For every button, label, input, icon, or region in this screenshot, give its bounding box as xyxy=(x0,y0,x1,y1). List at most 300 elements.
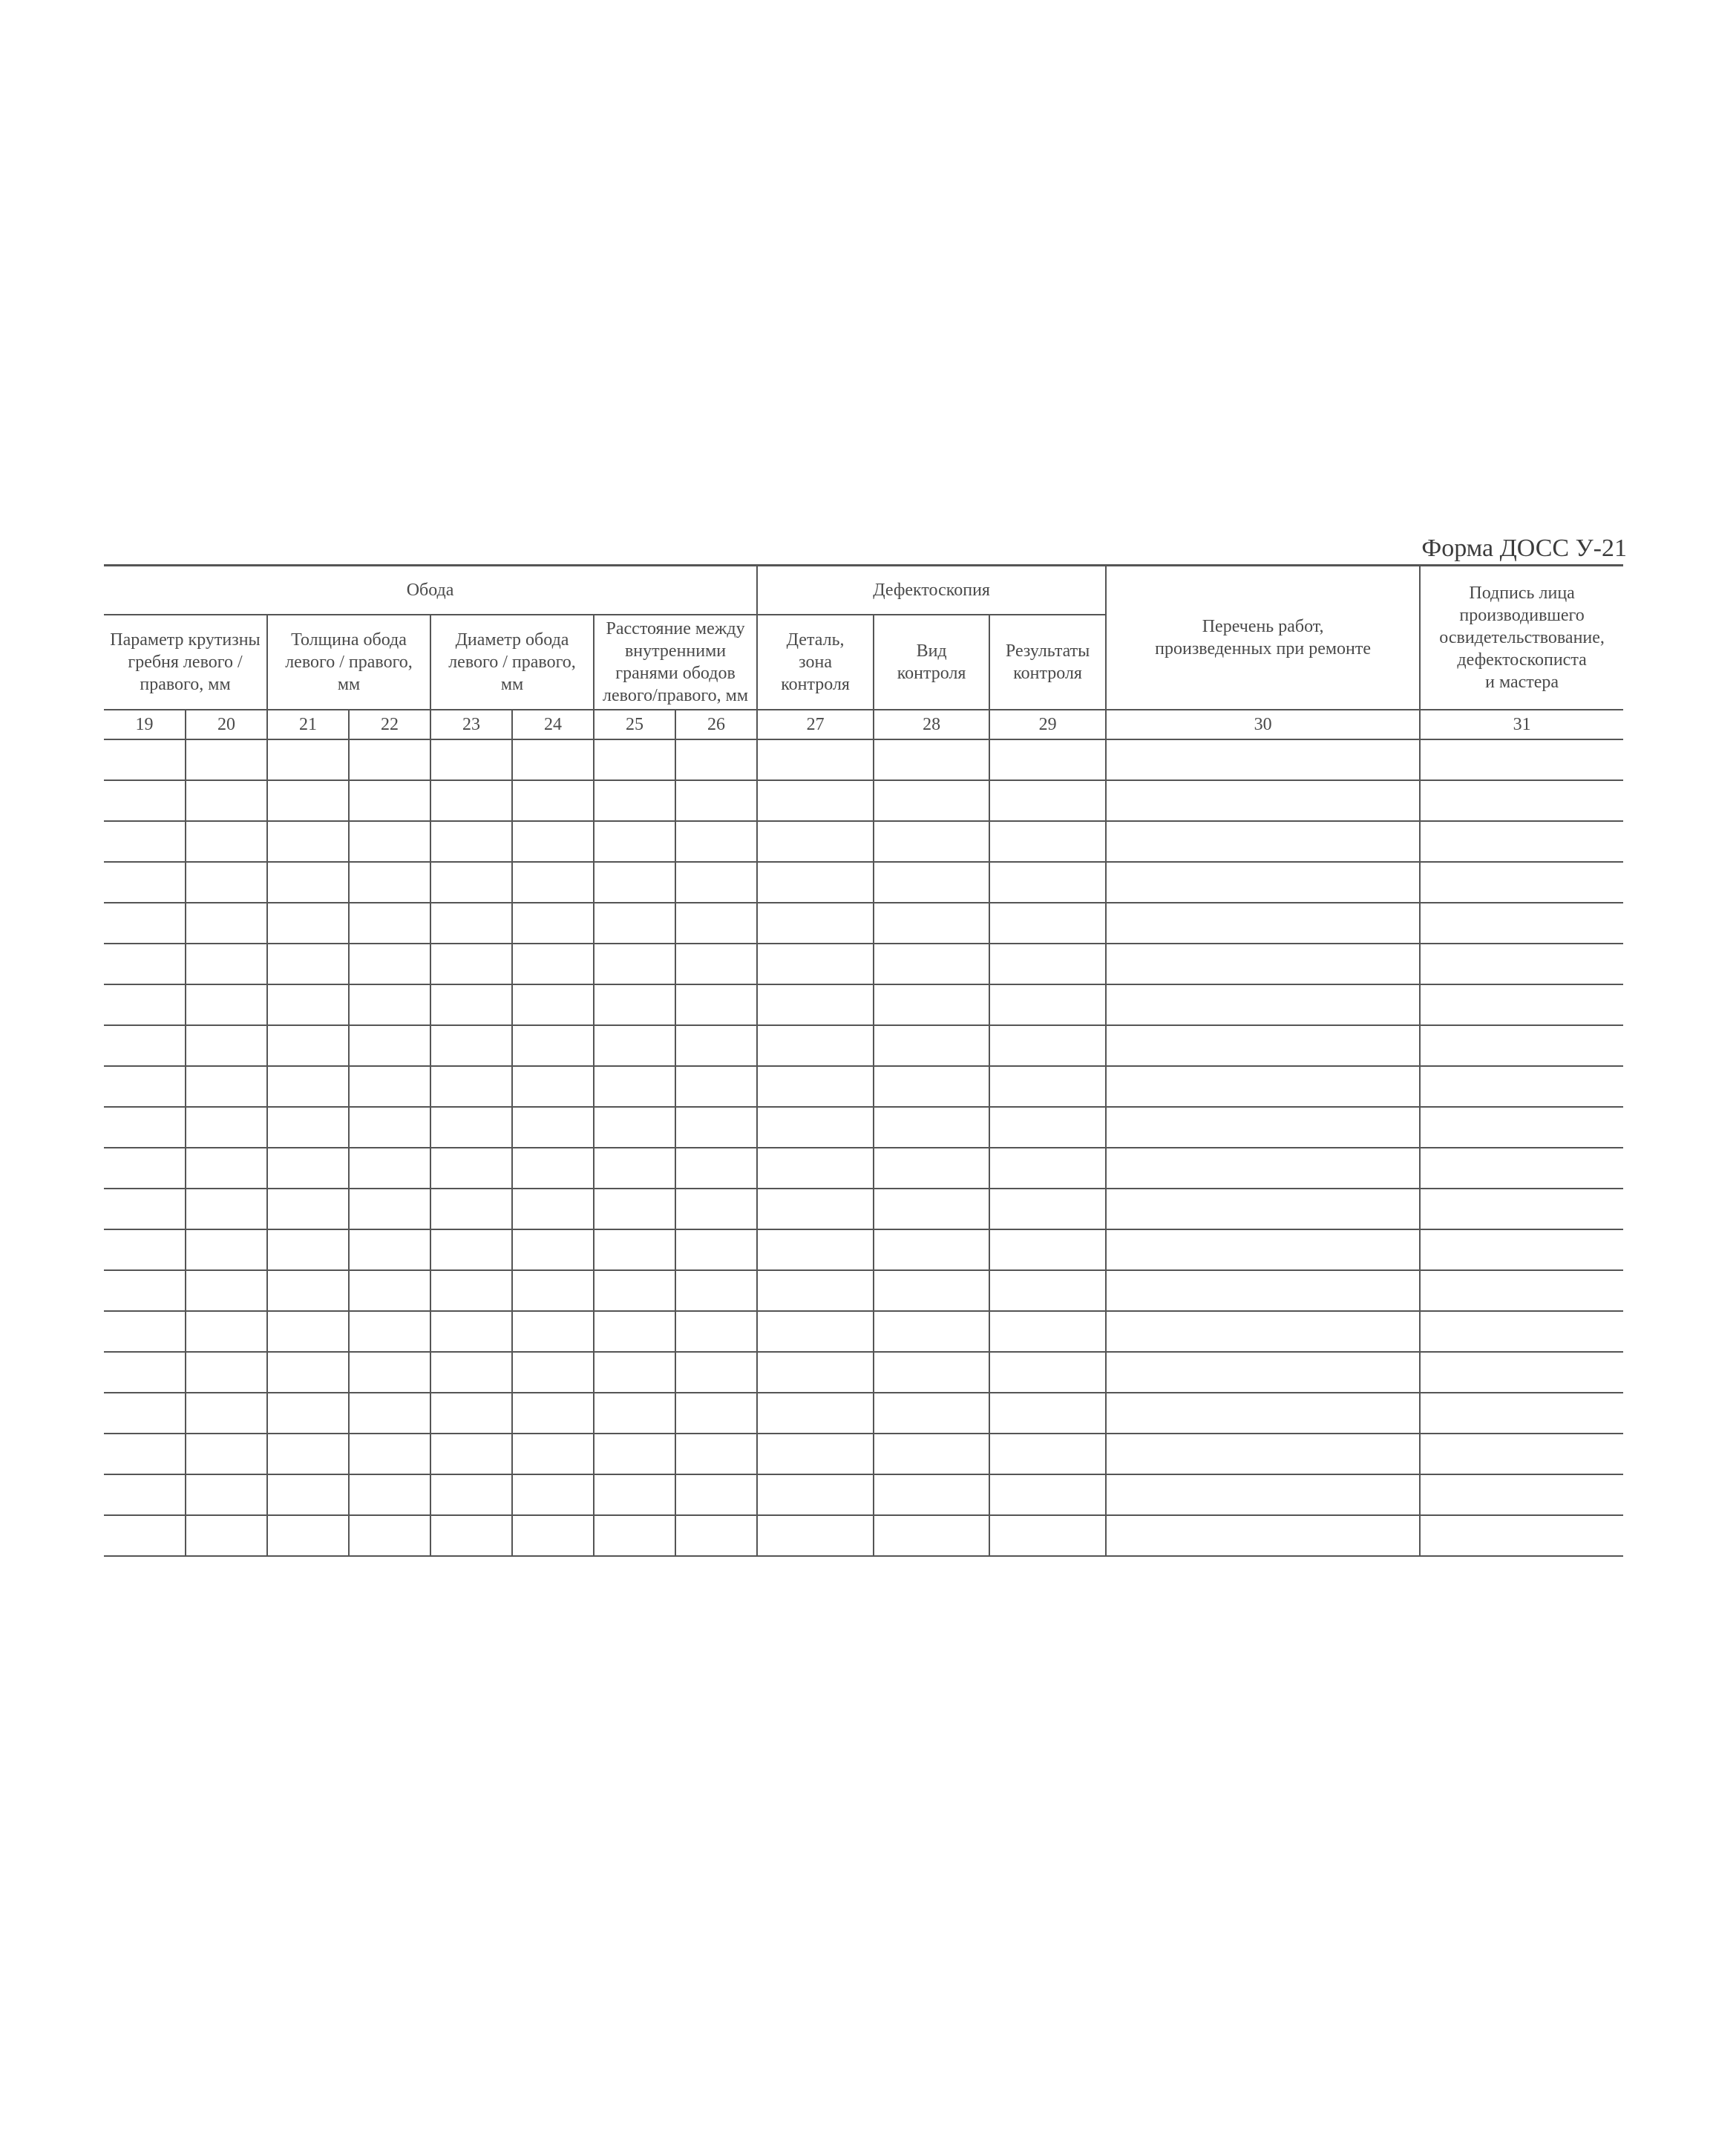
table-cell[interactable] xyxy=(757,944,874,984)
table-cell[interactable] xyxy=(594,1148,675,1189)
table-cell[interactable] xyxy=(675,1189,757,1229)
table-cell[interactable] xyxy=(675,1352,757,1393)
table-cell[interactable] xyxy=(757,1270,874,1311)
table-cell[interactable] xyxy=(430,1393,512,1434)
table-cell[interactable] xyxy=(1420,1066,1623,1107)
table-cell[interactable] xyxy=(512,1189,594,1229)
table-row xyxy=(104,862,1623,903)
table-cell[interactable] xyxy=(1106,1107,1420,1148)
table-cell[interactable] xyxy=(349,862,430,903)
table-cell[interactable] xyxy=(1420,1352,1623,1393)
table-cell[interactable] xyxy=(1106,1148,1420,1189)
table-cell[interactable] xyxy=(675,1270,757,1311)
table-cell[interactable] xyxy=(1420,1311,1623,1352)
table-cell[interactable] xyxy=(675,780,757,821)
table-cell[interactable] xyxy=(874,821,989,862)
table-cell[interactable] xyxy=(267,1025,349,1066)
table-cell[interactable] xyxy=(267,944,349,984)
table-cell[interactable] xyxy=(874,739,989,780)
table-cell[interactable] xyxy=(104,739,186,780)
table-cell[interactable] xyxy=(989,1311,1106,1352)
table-cell[interactable] xyxy=(104,1066,186,1107)
table-cell[interactable] xyxy=(267,984,349,1025)
header-control-results: Результаты контроля xyxy=(989,615,1106,710)
table-cell[interactable] xyxy=(989,1107,1106,1148)
table-cell[interactable] xyxy=(186,1148,267,1189)
table-cell[interactable] xyxy=(267,1515,349,1556)
table-cell[interactable] xyxy=(430,984,512,1025)
table-cell[interactable] xyxy=(594,1393,675,1434)
table-cell[interactable] xyxy=(349,1270,430,1311)
table-row xyxy=(104,780,1623,821)
table-cell[interactable] xyxy=(186,1107,267,1148)
form-title: Форма ДОСС У-21 xyxy=(1421,535,1627,562)
table-cell[interactable] xyxy=(989,1148,1106,1189)
table-cell[interactable] xyxy=(675,1107,757,1148)
table-cell[interactable] xyxy=(186,944,267,984)
table-cell[interactable] xyxy=(349,739,430,780)
table-cell[interactable] xyxy=(267,1229,349,1270)
table-cell[interactable] xyxy=(186,1229,267,1270)
table-row xyxy=(104,1270,1623,1311)
table-cell[interactable] xyxy=(989,1229,1106,1270)
table-cell[interactable] xyxy=(430,1066,512,1107)
table-cell[interactable] xyxy=(989,780,1106,821)
table-cell[interactable] xyxy=(512,903,594,944)
table-cell[interactable] xyxy=(104,1270,186,1311)
table-cell[interactable] xyxy=(757,1107,874,1148)
table-cell[interactable] xyxy=(594,1066,675,1107)
table-cell[interactable] xyxy=(186,984,267,1025)
table-cell[interactable] xyxy=(989,1025,1106,1066)
table-cell[interactable] xyxy=(186,780,267,821)
table-cell[interactable] xyxy=(1106,1066,1420,1107)
table-row xyxy=(104,1107,1623,1148)
table-cell[interactable] xyxy=(874,1515,989,1556)
table-cell[interactable] xyxy=(104,1515,186,1556)
table-cell[interactable] xyxy=(512,1229,594,1270)
column-number: 23 xyxy=(430,710,512,739)
table-cell[interactable] xyxy=(1420,903,1623,944)
table-cell[interactable] xyxy=(874,1025,989,1066)
table-cell[interactable] xyxy=(874,1311,989,1352)
table-cell[interactable] xyxy=(594,1352,675,1393)
table-row xyxy=(104,1474,1623,1515)
table-cell[interactable] xyxy=(349,1025,430,1066)
table-cell[interactable] xyxy=(1106,1434,1420,1474)
table-cell[interactable] xyxy=(104,1025,186,1066)
table-cell[interactable] xyxy=(267,1311,349,1352)
table-cell[interactable] xyxy=(186,862,267,903)
table-cell[interactable] xyxy=(186,903,267,944)
table-cell[interactable] xyxy=(104,944,186,984)
table-cell[interactable] xyxy=(675,1474,757,1515)
table-cell[interactable] xyxy=(1420,1025,1623,1066)
table-cell[interactable] xyxy=(104,862,186,903)
table-cell[interactable] xyxy=(104,821,186,862)
column-number: 30 xyxy=(1106,710,1420,739)
table-row xyxy=(104,739,1623,780)
table-cell[interactable] xyxy=(594,1515,675,1556)
table-cell[interactable] xyxy=(430,1515,512,1556)
table-cell[interactable] xyxy=(1420,1107,1623,1148)
table-cell[interactable] xyxy=(594,1025,675,1066)
table-cell[interactable] xyxy=(349,1189,430,1229)
table-cell[interactable] xyxy=(594,984,675,1025)
table-row xyxy=(104,1311,1623,1352)
table-cell[interactable] xyxy=(349,1515,430,1556)
table-cell[interactable] xyxy=(989,1393,1106,1434)
table-cell[interactable] xyxy=(104,984,186,1025)
column-number: 20 xyxy=(186,710,267,739)
table-cell[interactable] xyxy=(1106,903,1420,944)
table-cell[interactable] xyxy=(1420,1229,1623,1270)
table-cell[interactable] xyxy=(430,1189,512,1229)
table-cell[interactable] xyxy=(267,739,349,780)
table-cell[interactable] xyxy=(989,1270,1106,1311)
table-cell[interactable] xyxy=(104,1393,186,1434)
table-cell[interactable] xyxy=(186,739,267,780)
table-cell[interactable] xyxy=(186,821,267,862)
table-cell[interactable] xyxy=(594,1434,675,1474)
table-cell[interactable] xyxy=(1420,1148,1623,1189)
table-cell[interactable] xyxy=(512,1270,594,1311)
table-cell[interactable] xyxy=(874,984,989,1025)
table-cell[interactable] xyxy=(349,1393,430,1434)
table-cell[interactable] xyxy=(267,903,349,944)
table-cell[interactable] xyxy=(512,1066,594,1107)
table-cell[interactable] xyxy=(675,1515,757,1556)
inspection-form-table xyxy=(104,564,1623,1557)
table-cell[interactable] xyxy=(512,739,594,780)
table-cell[interactable] xyxy=(594,821,675,862)
table-cell[interactable] xyxy=(186,1189,267,1229)
table-cell[interactable] xyxy=(349,903,430,944)
table-cell[interactable] xyxy=(430,1025,512,1066)
table-cell[interactable] xyxy=(1420,984,1623,1025)
table-cell[interactable] xyxy=(1106,1270,1420,1311)
table-cell[interactable] xyxy=(757,821,874,862)
table-cell[interactable] xyxy=(675,1025,757,1066)
table-cell[interactable] xyxy=(675,1393,757,1434)
table-cell[interactable] xyxy=(430,1434,512,1474)
column-number: 25 xyxy=(594,710,675,739)
column-number: 21 xyxy=(267,710,349,739)
table-cell[interactable] xyxy=(186,1270,267,1311)
table-row xyxy=(104,1189,1623,1229)
table-cell[interactable] xyxy=(349,1107,430,1148)
table-cell[interactable] xyxy=(594,862,675,903)
table-cell[interactable] xyxy=(1420,821,1623,862)
table-cell[interactable] xyxy=(430,1229,512,1270)
table-cell[interactable] xyxy=(675,1229,757,1270)
table-cell[interactable] xyxy=(757,1434,874,1474)
table-cell[interactable] xyxy=(989,903,1106,944)
header-part-zone: Деталь, зона контроля xyxy=(757,615,874,710)
table-cell[interactable] xyxy=(594,1270,675,1311)
table-row xyxy=(104,821,1623,862)
table-cell[interactable] xyxy=(989,1066,1106,1107)
table-cell[interactable] xyxy=(989,821,1106,862)
table-cell[interactable] xyxy=(104,780,186,821)
table-cell[interactable] xyxy=(1106,739,1420,780)
table-cell[interactable] xyxy=(267,1189,349,1229)
table-cell[interactable] xyxy=(874,903,989,944)
table-cell[interactable] xyxy=(186,1066,267,1107)
table-cell[interactable] xyxy=(1106,1515,1420,1556)
table-cell[interactable] xyxy=(104,903,186,944)
table-cell[interactable] xyxy=(874,1229,989,1270)
header-rims: Обода xyxy=(104,566,757,615)
table-cell[interactable] xyxy=(1106,984,1420,1025)
table-cell[interactable] xyxy=(512,944,594,984)
table-cell[interactable] xyxy=(757,984,874,1025)
table-cell[interactable] xyxy=(512,1311,594,1352)
table-cell[interactable] xyxy=(349,1148,430,1189)
table-cell[interactable] xyxy=(512,1434,594,1474)
column-number: 27 xyxy=(757,710,874,739)
table-cell[interactable] xyxy=(104,1107,186,1148)
table-cell[interactable] xyxy=(757,862,874,903)
table-cell[interactable] xyxy=(349,1229,430,1270)
table-cell[interactable] xyxy=(186,1474,267,1515)
table-cell[interactable] xyxy=(267,1352,349,1393)
table-cell[interactable] xyxy=(1420,1474,1623,1515)
table-cell[interactable] xyxy=(757,1474,874,1515)
table-cell[interactable] xyxy=(757,903,874,944)
table-cell[interactable] xyxy=(1106,1189,1420,1229)
table-cell[interactable] xyxy=(989,1515,1106,1556)
table-cell[interactable] xyxy=(186,1434,267,1474)
table-cell[interactable] xyxy=(874,780,989,821)
table-cell[interactable] xyxy=(594,739,675,780)
table-cell[interactable] xyxy=(874,1352,989,1393)
table-cell[interactable] xyxy=(675,1311,757,1352)
table-cell[interactable] xyxy=(594,1229,675,1270)
table-cell[interactable] xyxy=(757,1189,874,1229)
table-cell[interactable] xyxy=(675,984,757,1025)
table-cell[interactable] xyxy=(1420,1434,1623,1474)
table-cell[interactable] xyxy=(267,862,349,903)
table-cell[interactable] xyxy=(186,1352,267,1393)
table-cell[interactable] xyxy=(512,1393,594,1434)
table-cell[interactable] xyxy=(349,944,430,984)
table-cell[interactable] xyxy=(874,1107,989,1148)
table-cell[interactable] xyxy=(1106,1311,1420,1352)
column-number: 24 xyxy=(512,710,594,739)
table-cell[interactable] xyxy=(874,862,989,903)
table-cell[interactable] xyxy=(874,1066,989,1107)
table-cell[interactable] xyxy=(104,1148,186,1189)
table-cell[interactable] xyxy=(675,944,757,984)
table-cell[interactable] xyxy=(1106,1229,1420,1270)
table-cell[interactable] xyxy=(757,1352,874,1393)
table-cell[interactable] xyxy=(104,1229,186,1270)
table-cell[interactable] xyxy=(594,944,675,984)
table-cell[interactable] xyxy=(594,1189,675,1229)
table-row xyxy=(104,1352,1623,1393)
table-cell[interactable] xyxy=(349,984,430,1025)
table-cell[interactable] xyxy=(594,780,675,821)
table-cell[interactable] xyxy=(757,1311,874,1352)
column-number: 19 xyxy=(104,710,186,739)
table-cell[interactable] xyxy=(186,1515,267,1556)
table-cell[interactable] xyxy=(675,903,757,944)
table-cell[interactable] xyxy=(512,1107,594,1148)
table-cell[interactable] xyxy=(512,780,594,821)
table-cell[interactable] xyxy=(512,984,594,1025)
header-flaw-detection: Дефектоскопия xyxy=(757,566,1106,615)
table-cell[interactable] xyxy=(1106,821,1420,862)
table-row xyxy=(104,1025,1623,1066)
table-cell[interactable] xyxy=(594,1107,675,1148)
table-cell[interactable] xyxy=(675,1066,757,1107)
table-cell[interactable] xyxy=(104,1189,186,1229)
table-cell[interactable] xyxy=(989,1434,1106,1474)
column-number: 26 xyxy=(675,710,757,739)
table-cell[interactable] xyxy=(989,1189,1106,1229)
column-number: 22 xyxy=(349,710,430,739)
table-cell[interactable] xyxy=(104,1352,186,1393)
table-cell[interactable] xyxy=(757,1515,874,1556)
table-cell[interactable] xyxy=(267,1393,349,1434)
table-row xyxy=(104,1434,1623,1474)
table-cell[interactable] xyxy=(430,780,512,821)
table-cell[interactable] xyxy=(267,1434,349,1474)
table-cell[interactable] xyxy=(349,821,430,862)
table-cell[interactable] xyxy=(594,1474,675,1515)
table-cell[interactable] xyxy=(1420,1393,1623,1434)
table-cell[interactable] xyxy=(430,821,512,862)
table-cell[interactable] xyxy=(874,1148,989,1189)
table-cell[interactable] xyxy=(430,1352,512,1393)
header-rim-thickness: Толщина обода левого / правого, мм xyxy=(267,615,430,710)
table-cell[interactable] xyxy=(1106,1474,1420,1515)
table-cell[interactable] xyxy=(349,780,430,821)
table-cell[interactable] xyxy=(430,1107,512,1148)
header-signature: Подпись лица производившего освидетельствование, дефектоскописта и мастера xyxy=(1420,566,1623,710)
table-cell[interactable] xyxy=(874,1393,989,1434)
table-cell[interactable] xyxy=(430,1148,512,1189)
table-cell[interactable] xyxy=(1106,944,1420,984)
table-cell[interactable] xyxy=(757,1066,874,1107)
table-cell[interactable] xyxy=(349,1474,430,1515)
table-cell[interactable] xyxy=(512,1474,594,1515)
table-cell[interactable] xyxy=(757,1393,874,1434)
table-cell[interactable] xyxy=(267,1474,349,1515)
table-cell[interactable] xyxy=(594,903,675,944)
table-cell[interactable] xyxy=(512,1148,594,1189)
table-cell[interactable] xyxy=(267,780,349,821)
table-cell[interactable] xyxy=(675,1434,757,1474)
table-cell[interactable] xyxy=(104,1474,186,1515)
table-cell[interactable] xyxy=(1106,1393,1420,1434)
table-cell[interactable] xyxy=(430,739,512,780)
table-cell[interactable] xyxy=(1106,1352,1420,1393)
table-cell[interactable] xyxy=(675,821,757,862)
table-cell[interactable] xyxy=(989,984,1106,1025)
table-cell[interactable] xyxy=(430,1270,512,1311)
table-cell[interactable] xyxy=(349,1066,430,1107)
table-cell[interactable] xyxy=(104,1434,186,1474)
table-cell[interactable] xyxy=(1420,944,1623,984)
table-cell[interactable] xyxy=(267,1107,349,1148)
table-cell[interactable] xyxy=(267,1148,349,1189)
table-cell[interactable] xyxy=(430,1311,512,1352)
table-cell[interactable] xyxy=(989,1474,1106,1515)
table-cell[interactable] xyxy=(1420,739,1623,780)
table-cell[interactable] xyxy=(757,1148,874,1189)
table-cell[interactable] xyxy=(757,1025,874,1066)
table-cell[interactable] xyxy=(430,1474,512,1515)
table-cell[interactable] xyxy=(874,1474,989,1515)
header-works-list: Перечень работ, произведенных при ремонте xyxy=(1106,566,1420,710)
table-cell[interactable] xyxy=(989,862,1106,903)
table-cell[interactable] xyxy=(1420,862,1623,903)
table-cell[interactable] xyxy=(1420,1270,1623,1311)
table-cell[interactable] xyxy=(186,1393,267,1434)
table-cell[interactable] xyxy=(989,944,1106,984)
table-cell[interactable] xyxy=(874,1270,989,1311)
table-cell[interactable] xyxy=(430,862,512,903)
column-number-row xyxy=(104,710,1623,739)
table-cell[interactable] xyxy=(430,944,512,984)
table-cell[interactable] xyxy=(186,1311,267,1352)
table-cell[interactable] xyxy=(874,944,989,984)
column-number: 29 xyxy=(989,710,1106,739)
table-cell[interactable] xyxy=(349,1352,430,1393)
table-cell[interactable] xyxy=(1106,780,1420,821)
table-cell[interactable] xyxy=(186,1025,267,1066)
table-cell[interactable] xyxy=(675,1148,757,1189)
table-cell[interactable] xyxy=(989,1352,1106,1393)
table-cell[interactable] xyxy=(757,780,874,821)
table-cell[interactable] xyxy=(512,821,594,862)
header-inner-distance: Расстояние между внутренними гранями ободов левого/правого, мм xyxy=(594,615,757,710)
table-cell[interactable] xyxy=(512,1515,594,1556)
table-cell[interactable] xyxy=(267,1270,349,1311)
table-cell[interactable] xyxy=(349,1434,430,1474)
table-cell[interactable] xyxy=(594,1311,675,1352)
table-row xyxy=(104,984,1623,1025)
table-cell[interactable] xyxy=(1420,1515,1623,1556)
table-cell[interactable] xyxy=(349,1311,430,1352)
table-row xyxy=(104,1515,1623,1556)
table-cell[interactable] xyxy=(757,1229,874,1270)
table-cell[interactable] xyxy=(675,739,757,780)
table-cell[interactable] xyxy=(512,1352,594,1393)
table-cell[interactable] xyxy=(1106,1025,1420,1066)
table-cell[interactable] xyxy=(757,739,874,780)
table-cell[interactable] xyxy=(512,862,594,903)
table-cell[interactable] xyxy=(1420,1189,1623,1229)
table-row xyxy=(104,1229,1623,1270)
column-number: 31 xyxy=(1420,710,1623,739)
table-cell[interactable] xyxy=(1420,780,1623,821)
table-cell[interactable] xyxy=(267,821,349,862)
header-control-type: Вид контроля xyxy=(874,615,989,710)
table-cell[interactable] xyxy=(874,1434,989,1474)
column-number: 28 xyxy=(874,710,989,739)
table-cell[interactable] xyxy=(430,903,512,944)
table-cell[interactable] xyxy=(1106,862,1420,903)
table-cell[interactable] xyxy=(267,1066,349,1107)
table-cell[interactable] xyxy=(104,1311,186,1352)
table-cell[interactable] xyxy=(512,1025,594,1066)
table-cell[interactable] xyxy=(675,862,757,903)
table-cell[interactable] xyxy=(874,1189,989,1229)
table-cell[interactable] xyxy=(989,739,1106,780)
